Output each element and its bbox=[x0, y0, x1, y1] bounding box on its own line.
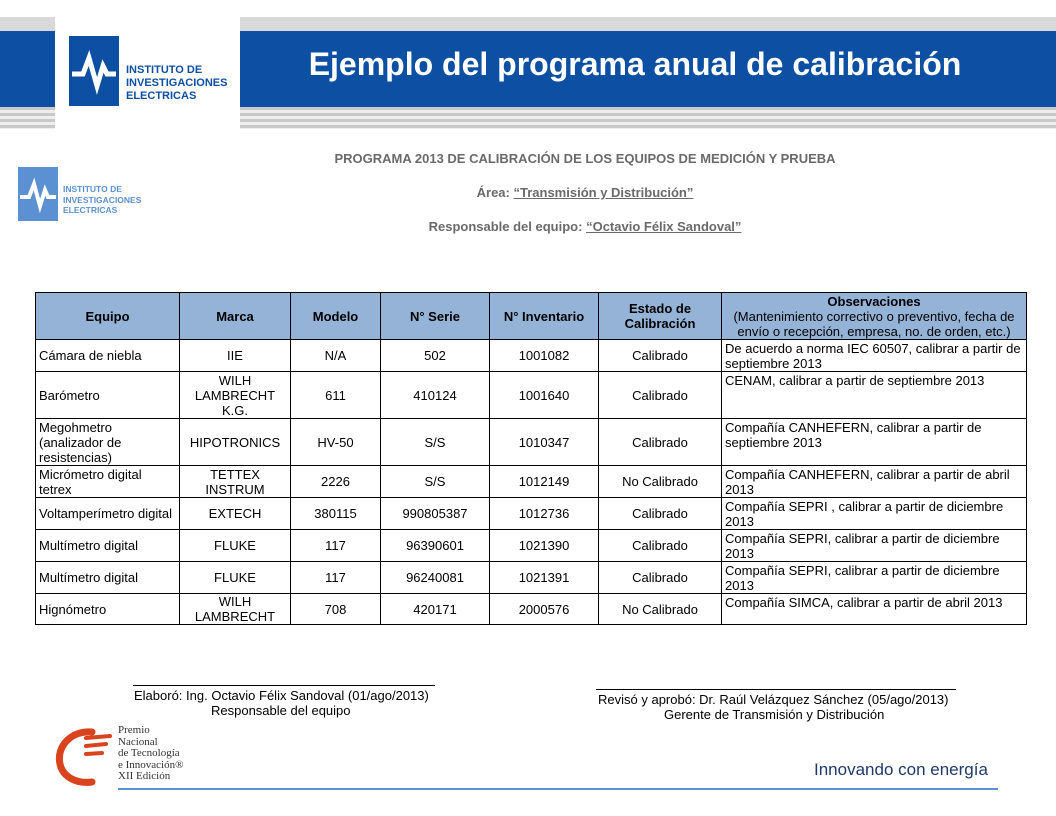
cell-inventario: 1010347 bbox=[490, 419, 599, 466]
cell-marca: WILH LAMBRECHT K.G. bbox=[180, 372, 291, 419]
cell-equipo: Multímetro digital bbox=[36, 562, 180, 594]
footer-divider bbox=[118, 788, 998, 790]
award-line: Nacional bbox=[118, 735, 158, 748]
logo-text bbox=[126, 64, 227, 103]
table-row bbox=[36, 562, 1027, 594]
cell-marca: EXTECH bbox=[180, 498, 291, 530]
table-row bbox=[36, 372, 1027, 419]
col-header-modelo: Modelo bbox=[291, 293, 381, 340]
small-logo-line: INSTITUTO DE bbox=[63, 184, 122, 194]
logo-line: INVESTIGACIONES bbox=[126, 77, 228, 89]
cell-inventario: 1021391 bbox=[490, 562, 599, 594]
left-signature-role: Responsable del equipo bbox=[211, 703, 351, 718]
cell-marca: FLUKE bbox=[180, 562, 291, 594]
col-header-estado: Estado de Calibración bbox=[599, 293, 722, 340]
table-row bbox=[36, 594, 1027, 625]
logo-line: ELECTRICAS bbox=[126, 90, 197, 102]
cell-inventario: 1012149 bbox=[490, 466, 599, 498]
award-line: e Innovación® bbox=[118, 758, 184, 771]
calibration-table bbox=[35, 292, 1027, 625]
cell-estado: No Calibrado bbox=[599, 466, 722, 498]
cell-marca: IIE bbox=[180, 340, 291, 372]
cell-obs: Compañía CANHEFERN, calibrar a partir de septiembre 2013 bbox=[722, 419, 1027, 466]
table-row bbox=[36, 498, 1027, 530]
left-signature-name: Elaboró: Ing. Octavio Félix Sandoval (01/ago/2013) bbox=[134, 688, 429, 703]
iie-logo-icon bbox=[69, 36, 119, 106]
cell-serie: 502 bbox=[381, 340, 490, 372]
cell-serie: 410124 bbox=[381, 372, 490, 419]
cell-inventario: 1001640 bbox=[490, 372, 599, 419]
right-signature-role: Gerente de Transmisión y Distribución bbox=[664, 707, 885, 722]
obs-header-title: Observaciones bbox=[827, 293, 921, 309]
cell-inventario: 1001082 bbox=[490, 340, 599, 372]
cell-equipo: Multímetro digital bbox=[36, 530, 180, 562]
cell-modelo: HV-50 bbox=[291, 419, 381, 466]
cell-serie: 420171 bbox=[381, 594, 490, 625]
responsible-label: Responsable del equipo: bbox=[428, 219, 583, 234]
cell-modelo: 117 bbox=[291, 562, 381, 594]
tagline: Innovando con energía bbox=[814, 760, 988, 779]
cell-modelo: 117 bbox=[291, 530, 381, 562]
col-header-equipo: Equipo bbox=[36, 293, 180, 340]
table-row bbox=[36, 530, 1027, 562]
logo-line: INSTITUTO DE bbox=[126, 64, 203, 76]
small-logo-text bbox=[63, 184, 141, 216]
cell-estado: Calibrado bbox=[599, 498, 722, 530]
cell-equipo: Megohmetro (analizador de resistencias) bbox=[36, 419, 180, 466]
cell-estado: Calibrado bbox=[599, 419, 722, 466]
cell-estado: Calibrado bbox=[599, 340, 722, 372]
cell-serie: S/S bbox=[381, 419, 490, 466]
cell-estado: No Calibrado bbox=[599, 594, 722, 625]
cell-serie: S/S bbox=[381, 466, 490, 498]
responsible-value: “Octavio Félix Sandoval” bbox=[586, 219, 742, 234]
table-header-row bbox=[36, 293, 1027, 340]
cell-modelo: 611 bbox=[291, 372, 381, 419]
cell-equipo: Voltamperímetro digital bbox=[36, 498, 180, 530]
cell-obs: CENAM, calibrar a partir de septiembre 2013 bbox=[722, 372, 1027, 419]
col-header-serie: N° Serie bbox=[381, 293, 490, 340]
header-logo bbox=[55, 17, 240, 129]
cell-modelo: 708 bbox=[291, 594, 381, 625]
cell-equipo: Cámara de niebla bbox=[36, 340, 180, 372]
award-line: de Tecnología bbox=[118, 747, 180, 759]
left-signature-line bbox=[133, 685, 435, 686]
cell-modelo: 2226 bbox=[291, 466, 381, 498]
cell-estado: Calibrado bbox=[599, 562, 722, 594]
col-header-marca: Marca bbox=[180, 293, 291, 340]
award-text bbox=[118, 725, 183, 783]
area-line bbox=[160, 185, 1010, 200]
cell-obs: Compañía SEPRI, calibrar a partir de diciembre 2013 bbox=[722, 562, 1027, 594]
cell-inventario: 1021390 bbox=[490, 530, 599, 562]
table-row bbox=[36, 419, 1027, 466]
col-header-inventario: N° Inventario bbox=[490, 293, 599, 340]
cell-modelo: 380115 bbox=[291, 498, 381, 530]
cell-modelo: N/A bbox=[291, 340, 381, 372]
award-line: Premio bbox=[118, 724, 150, 736]
cell-inventario: 2000576 bbox=[490, 594, 599, 625]
cell-marca: FLUKE bbox=[180, 530, 291, 562]
cell-estado: Calibrado bbox=[599, 530, 722, 562]
program-heading: PROGRAMA 2013 DE CALIBRACIÓN DE LOS EQUIPOS DE MEDICIÓN Y PRUEBA bbox=[334, 151, 836, 166]
cell-equipo: Hignómetro bbox=[36, 594, 180, 625]
obs-header-subtitle: (Mantenimiento correctivo o preventivo, fecha de envío o recepción, empresa, no. de orden, etc.) bbox=[733, 308, 1015, 339]
cell-estado: Calibrado bbox=[599, 372, 722, 419]
award-line: XII Edición bbox=[118, 770, 171, 782]
cell-obs: De acuerdo a norma IEC 60507, calibrar a partir de septiembre 2013 bbox=[722, 340, 1027, 372]
small-logo-line: ELECTRICAS bbox=[63, 205, 118, 215]
cell-marca: TETTEX INSTRUM bbox=[180, 466, 291, 498]
cell-obs: Compañía SIMCA, calibrar a partir de abril 2013 bbox=[722, 594, 1027, 625]
area-value: “Transmisión y Distribución” bbox=[513, 185, 694, 200]
right-signature-name: Revisó y aprobó: Dr. Raúl Velázquez Sánchez (05/ago/2013) bbox=[598, 692, 949, 707]
cell-equipo: Barómetro bbox=[36, 372, 180, 419]
slide-title: Ejemplo del programa anual de calibración bbox=[308, 46, 962, 82]
cell-marca: WILH LAMBRECHT bbox=[180, 594, 291, 625]
right-signature-line bbox=[596, 689, 956, 690]
small-logo-line: INVESTIGACIONES bbox=[63, 194, 142, 205]
cell-inventario: 1012736 bbox=[490, 498, 599, 530]
cell-serie: 96390601 bbox=[381, 530, 490, 562]
cell-marca: HIPOTRONICS bbox=[180, 419, 291, 466]
cell-obs: Compañía SEPRI , calibrar a partir de diciembre 2013 bbox=[722, 498, 1027, 530]
cell-serie: 990805387 bbox=[381, 498, 490, 530]
cell-obs: Compañía SEPRI, calibrar a partir de diciembre 2013 bbox=[722, 530, 1027, 562]
award-logo-icon bbox=[52, 726, 116, 788]
responsible-line bbox=[160, 219, 1010, 234]
col-header-observaciones bbox=[722, 293, 1027, 340]
area-label: Área: bbox=[476, 185, 510, 200]
small-iie-logo-icon bbox=[18, 167, 58, 221]
cell-obs: Compañía CANHEFERN, calibrar a partir de abril 2013 bbox=[722, 466, 1027, 498]
cell-equipo: Micrómetro digital tetrex bbox=[36, 466, 180, 498]
table-row bbox=[36, 340, 1027, 372]
cell-serie: 96240081 bbox=[381, 562, 490, 594]
table-row bbox=[36, 466, 1027, 498]
